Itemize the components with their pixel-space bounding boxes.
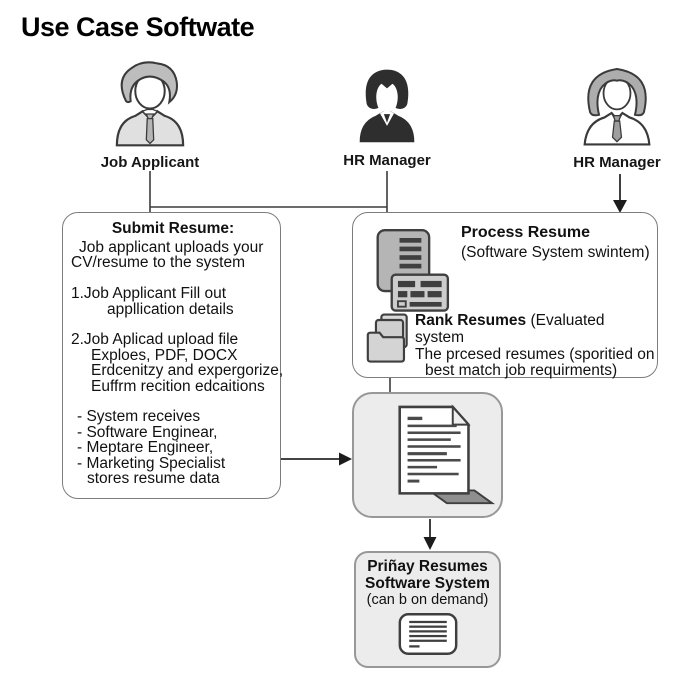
submit-box-line: Euffrm recition edcaitions [91,377,265,395]
submit-box-line: - Meptare Engineer, [77,439,214,457]
process-box-title: Process Resume [461,224,590,241]
actor-job-applicant [88,58,212,171]
submit-box-line: Job applicant uploads your [79,239,264,256]
document-fold [453,407,469,425]
businesswoman-gray-icon [572,60,662,148]
connector-submit-to-review-arrowhead [339,453,352,466]
submit-box-line: Erdcenitzy and expergorize, [91,362,284,380]
submit-box-line [71,271,275,286]
hr2-tie [613,121,622,142]
applicant-tie [146,119,153,144]
submit-box-line: CV/resume to the system [71,254,246,272]
rank-rest: (Evaluated system [415,312,605,346]
rank-line2: The prcesed resumes (sporitied on [415,345,655,363]
male-applicant-icon [104,58,196,148]
submit-box-line: stores resume data [87,470,220,488]
actor-label: Job Applicant [100,154,200,171]
submit-box-line: - System receives [77,408,201,426]
submit-box-line: appllication details [107,300,234,318]
folder-front [368,333,404,362]
actor-hr-manager-1 [325,62,449,169]
hr2-tie-knot [613,116,620,121]
submit-box-line: - Software Enginear, [77,423,218,441]
connector-review-to-output-arrowhead [424,537,437,550]
rank-resumes-text [415,313,657,380]
output-box-title-line1: Priñay Resumes [367,558,488,575]
submit-box-line [71,394,275,409]
businesswoman-dark-icon [348,62,426,146]
submit-box-line [71,317,275,332]
rank-line3: best match job requirments) [425,362,618,380]
process-box-subtitle: (Software System swintem) [461,244,650,261]
submit-box-line: Exploes, PDF, DOCX [91,346,238,364]
folder-stack-icon [366,312,413,366]
submit-box-heading: Submit Resume: [111,220,235,237]
submit-resume-box [62,212,284,499]
applicant-tie-knot [146,114,153,119]
submit-box-line: 1.Job Applicant Fill out [71,285,227,303]
document-form-icon [373,226,451,314]
actor-label: HR Manager [343,152,431,169]
document-card-icon [397,611,459,657]
output-box-subtitle: (can b on demand) [366,592,489,608]
actor-hr-manager-2 [555,60,679,171]
submit-box-line: 2.Job Aplicad upload file [71,331,239,349]
output-resumes-box [354,551,501,668]
rank-title: Rank Resumes [415,312,527,329]
document-page-icon [380,402,498,514]
page-title: Use Case Softwate [21,12,255,42]
submit-box-line: - Marketing Specialist [77,454,226,472]
process-resume-box [352,212,658,378]
actor-label: HR Manager [573,154,661,171]
review-document-box [352,392,503,518]
output-box-title-line2: Software System [365,575,490,592]
